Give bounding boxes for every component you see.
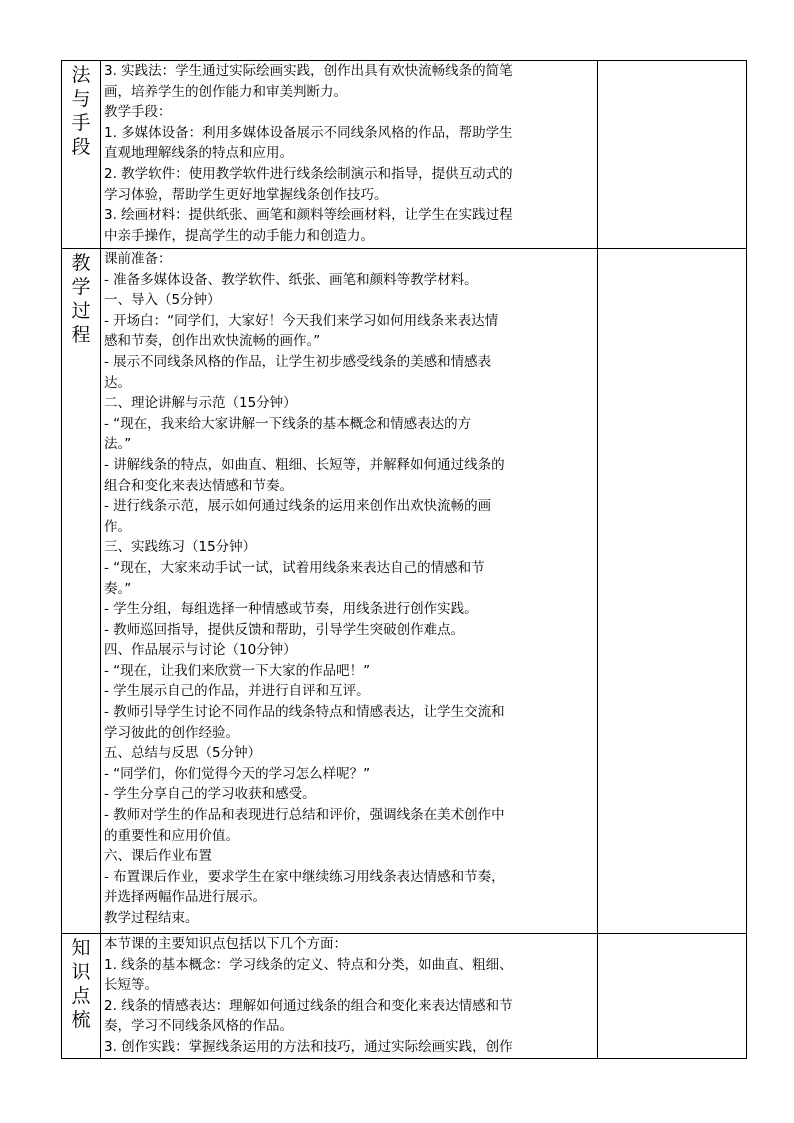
row-label-char: 梳 (71, 1009, 91, 1031)
text-line: - 学生分享自己的学习收获和感受。 (104, 786, 316, 803)
table-row-process (62, 249, 747, 934)
text-line: - 教师巡回指导，提供反馈和帮助，引导学生突破创作难点。 (104, 621, 465, 638)
row-label-char: 过 (71, 300, 91, 322)
text-line: 三、实践练习（15分钟） (104, 539, 257, 556)
text-line: 3. 绘画材料：提供纸张、画笔和颜料等绘画材料，让学生在实践过程 (104, 207, 513, 224)
row-label-char: 知 (71, 937, 91, 959)
row-label-char: 段 (71, 136, 91, 158)
text-line: - 讲解线条的特点，如曲直、粗细、长短等，并解释如何通过线条的 (104, 456, 505, 473)
text-line: 画，培养学生的创作能力和审美判断力。 (104, 83, 347, 100)
notes-cell (598, 249, 747, 934)
text-line: - “现在，大家来动手试一试，试着用线条来表达自己的情感和节 (104, 559, 485, 576)
text-line: - 学生展示自己的作品，并进行自评和互评。 (104, 683, 370, 700)
text-line: 学习彼此的创作经验。 (104, 724, 239, 741)
row-label-char: 教 (71, 252, 91, 274)
row-label-char: 点 (71, 985, 91, 1007)
text-line: - 展示不同线条风格的作品，让学生初步感受线条的美感和情感表 (104, 353, 492, 370)
row-label-knowledge (62, 934, 101, 1059)
text-line: 一、导入（5分钟） (104, 292, 221, 309)
row-content-knowledge (101, 934, 598, 1059)
text-line: 奏。” (104, 580, 132, 597)
text-line: 四、作品展示与讨论（10分钟） (104, 642, 297, 659)
text-line: 作。 (104, 518, 131, 535)
text-line: 课前准备： (104, 251, 172, 267)
text-line: 1. 多媒体设备：利用多媒体设备展示不同线条风格的作品，帮助学生 (104, 124, 513, 141)
text-line: - 教师引导学生讨论不同作品的线条特点和情感表达，让学生交流和 (104, 704, 505, 721)
text-line: - 进行线条示范，展示如何通过线条的运用来创作出欢快流畅的画 (104, 498, 492, 515)
text-line: 六、课后作业布置 (104, 848, 212, 865)
row-label-char: 识 (71, 961, 91, 983)
text-line: 1. 线条的基本概念：学习线条的定义、特点和分类，如曲直、粗细、 (104, 956, 513, 973)
row-content-process (101, 249, 598, 934)
text-line: - 学生分组，每组选择一种情感或节奏，用线条进行创作实践。 (104, 601, 478, 618)
text-line: 达。 (104, 374, 131, 391)
table-row-methods (62, 61, 747, 249)
text-line: 直观地理解线条的特点和应用。 (104, 145, 293, 162)
text-line: 教学手段： (104, 104, 172, 121)
row-label-char: 手 (71, 112, 91, 134)
text-line: - “同学们，你们觉得今天的学习怎么样呢？” (104, 765, 371, 782)
text-line: - 开场白：“同学们，大家好！今天我们来学习如何用线条来表达情 (104, 312, 499, 329)
text-line: 中亲手操作，提高学生的动手能力和创造力。 (104, 227, 374, 244)
text-line: 并选择两幅作品进行展示。 (104, 889, 266, 906)
text-line: 2. 教学软件：使用教学软件进行线条绘制演示和指导，提供互动式的 (104, 165, 513, 182)
text-line: 长短等。 (104, 977, 158, 994)
text-line: 法。” (104, 436, 132, 453)
text-line: 2. 线条的情感表达：理解如何通过线条的组合和变化来表达情感和节 (104, 997, 513, 1014)
notes-cell (598, 934, 747, 1059)
text-line: 感和节奏，创作出欢快流畅的画作。” (104, 333, 321, 350)
text-line: 五、总结与反思（5分钟） (104, 745, 262, 762)
text-line: 教学过程结束。 (104, 910, 199, 926)
text-line: 的重要性和应用价值。 (104, 827, 239, 844)
text-line: - 布置课后作业，要求学生在家中继续练习用线条表达情感和节奏， (104, 868, 505, 885)
notes-cell (598, 61, 747, 249)
text-line: 3. 实践法：学生通过实际绘画实践，创作出具有欢快流畅线条的简笔 (104, 63, 513, 79)
lesson-plan-table (61, 60, 747, 1059)
text-line: 奏，学习不同线条风格的作品。 (104, 1018, 293, 1035)
row-label-process (62, 249, 101, 934)
text-line: - 教师对学生的作品和表现进行总结和评价，强调线条在美术创作中 (104, 807, 505, 824)
text-line: 组合和变化来表达情感和节奏。 (104, 477, 293, 494)
text-line: 学习体验，帮助学生更好地掌握线条创作技巧。 (104, 186, 388, 203)
text-line: 本节课的主要知识点包括以下几个方面： (104, 936, 347, 952)
table-row-knowledge (62, 934, 747, 1059)
row-label-char: 程 (71, 324, 91, 346)
text-line: 二、理论讲解与示范（15分钟） (104, 395, 297, 412)
row-label-char: 与 (71, 88, 91, 110)
text-line: - 准备多媒体设备、教学软件、纸张、画笔和颜料等教学材料。 (104, 271, 478, 288)
row-content-methods (101, 61, 598, 249)
text-line: 3. 创作实践：掌握线条运用的方法和技巧，通过实际绘画实践，创作 (104, 1038, 513, 1055)
row-label-methods (62, 61, 101, 249)
row-label-char: 学 (71, 276, 91, 298)
text-line: - “现在，让我们来欣赏一下大家的作品吧！” (104, 662, 371, 679)
row-label-char: 法 (71, 64, 91, 86)
text-line: - “现在，我来给大家讲解一下线条的基本概念和情感表达的方 (104, 415, 472, 432)
